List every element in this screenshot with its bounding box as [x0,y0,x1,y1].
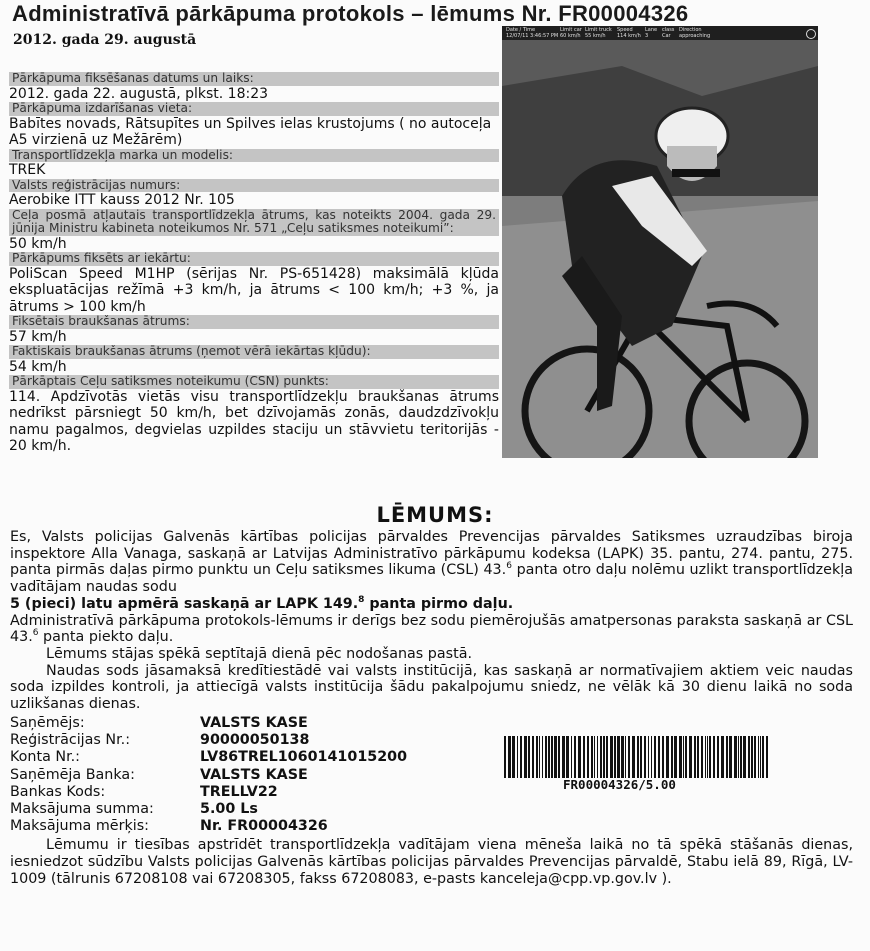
barcode-bar [644,736,646,778]
appeal-notice [10,837,853,887]
barcode-bar [621,736,624,778]
payment-label: Saņēmēja Banka: [10,766,135,783]
barcode-bar [760,736,761,778]
barcode-bar [508,736,511,778]
field-value: 2012. gada 22. augustā, plkst. 18:23 [9,85,269,102]
barcode-bar [562,736,565,778]
payment-details [10,715,407,835]
barcode-bar [726,736,728,778]
hud-speed-value: 114 km/h [617,33,641,39]
barcode-bar [528,736,530,778]
cyclist-image [502,26,818,458]
payment-value: VALSTS KASE [200,766,308,783]
payment-row [10,801,407,818]
payment-label: Reģistrācijas Nr.: [10,732,131,749]
barcode-bar [717,736,719,778]
payment-row [10,749,407,766]
barcode-bar [685,736,687,778]
barcode-bar [762,736,764,778]
payment-row [10,715,407,732]
barcode-bar [654,736,656,778]
hud-direction-value: approaching [679,33,711,39]
barcode-bar [617,736,620,778]
field-value: 114. Apdzīvotās vietās visu transportlīdzekļu braukšanas ātrums nedrīkst pārsniegt 50 km/h, bet dzīvojamās zonās, daudzdzīvokļu namu pagalmos, degvielas uzpildes staciju un stāvvietu teritorijās - 20 km/h. [9,388,499,454]
payment-row [10,767,407,784]
document-date: 2012. gada 29. augustā [13,32,197,48]
hud-class-value: Car [662,33,671,39]
barcode-bar [542,736,543,778]
barcode-bar [637,736,639,778]
speed-camera-photo [502,26,818,458]
payment-row [10,732,407,749]
barcode-bar [548,736,550,778]
barcode-bar [751,736,753,778]
barcode-bar [610,736,613,778]
payment-label: Bankas Kods: [10,783,106,800]
barcode-bar [709,736,711,778]
hud-speed-label: Speed [617,27,633,33]
barcode-bar [758,736,759,778]
barcode-bar [594,736,595,778]
barcode-bar [632,736,635,778]
barcode-bar [536,736,538,778]
payment-value: LV86TREL1060141015200 [200,749,408,766]
payment-label: Saņēmējs: [10,715,85,731]
barcode-bar [651,736,652,778]
barcode-bar [558,736,560,778]
field-value: Babītes novads, Rātsupītes un Spilves ielas krustojums ( no autoceļa A5 virzienā uz Mežārēm) [9,115,492,148]
field-value: 54 km/h [9,358,67,375]
payment-value: 5.00 Ls [200,801,258,818]
barcode-bar [606,736,608,778]
barcode-bar [689,736,692,778]
decision-text-part: 5 (pieci) latu apmērā saskaņā ar LAPK 149. [10,595,359,612]
decision-text [10,529,853,713]
barcode-bar [628,736,630,778]
barcode-bar [648,736,649,778]
barcode-bar [512,736,515,778]
field-label: Pārkāpums fiksēts ar iekārtu: [9,252,499,266]
hud-date-label: Date / Time [506,27,536,33]
violation-fields [9,72,499,455]
payment-label: Konta Nr.: [10,749,81,766]
decision-heading: LĒMUMS: [376,503,494,527]
barcode-bar [740,736,742,778]
barcode-bar [683,736,684,778]
barcode-bar [713,736,715,778]
barcode-bar [532,736,534,778]
decision-paragraph: Naudas sods jāsamaksā kredītiestādē vai valsts institūcijā, kas saskaņā ar normatīvajiem aktiem veic naudas soda izpildes kontroli, ja attiecīgā valsts institūcija šādu pakalpojumu sniedz, ne vēlāk kā 30 dienu laikā no soda uzlikšanas dienas. [10,662,853,713]
hud-direction-label: Direction [679,27,702,33]
field-value: Aerobike ITT kauss 2012 Nr. 105 [9,192,235,208]
barcode-bar [600,736,602,778]
barcode-bar [583,736,585,778]
field-value: PoliScan Speed M1HP (sērijas Nr. PS-651428) maksimālā kļūda ekspluatācijas režīmā +3 km/h, ja ātrums < 100 km/h; +3 %, ja ātrums > 100 km/h [9,265,499,315]
barcode-bar [766,736,768,778]
barcode-bar [729,736,732,778]
hud-limit-truck-value: 55 km/h [585,33,606,39]
decision-text-part: panta piekto daļu. [38,629,174,646]
barcode-bar [754,736,756,778]
camera-icon [806,29,816,39]
barcode-bar [701,736,703,778]
hud-limit-truck-label: Limit truck [585,27,612,33]
hud-limit-car-value: 60 km/h [560,33,581,39]
field-label: Pārkāptais Ceļu satiksmes noteikumu (CSN) punkts: [9,375,499,389]
barcode-bar [520,736,522,778]
barcode-bar [748,736,750,778]
barcode-bar [603,736,605,778]
barcode-bar [591,736,593,778]
barcode-bar [614,736,616,778]
barcode-bar [554,736,557,778]
barcode-bar [738,736,739,778]
document-title: Administratīvā pārkāpuma protokols – lēmums Nr. FR00004326 [12,1,689,26]
barcode-bar [539,736,540,778]
payment-value: VALSTS KASE [200,715,308,731]
decision-text-part: Administratīvā pārkāpuma protokols-lēmums ir derīgs bez sodu piemērojušās amatpersonas paraksta saskaņā ar CSL 43. [10,612,853,646]
barcode-bar [679,736,682,778]
barcode-bar [574,736,576,778]
appeal-paragraph: Lēmumu ir tiesības apstrīdēt transportlīdzekļa vadītājam viena mēneša laikā no tā spēkā stāšanās dienas, iesniedzot sūdzību Valsts policijas Galvenās kārtības policijas pārvaldes Prevencijas pārvaldē, Stabu ielā 89, Rīgā, LV-1009 (tālrunis 67208108 vai 67208305, fakss 67208083, e-pasts kanceleja@cpp.vp.gov.lv ). [10,837,853,887]
barcode-bar [662,736,664,778]
barcode-bar [707,736,708,778]
hud-lane-label: Lane [645,27,658,33]
field-label: Pārkāpuma izdarīšanas vieta: [9,102,499,116]
barcode-bar [674,736,677,778]
decision-paragraph: Lēmums stājas spēkā septītajā dienā pēc nodošanas pastā. [46,645,472,662]
decision-text-part: panta pirmo daļu. [364,595,514,612]
decision-text-part: Es, Valsts policijas Galvenās kārtības policijas pārvaldes Prevencijas pārvaldes Satiksmes uzraudzības biroja inspektore Alla Vanaga, saskaņā ar Latvijas Administratīvo pārkāpumu kodeksa (LAPK) 35. pantu, 274. pantu, 275. panta pirmās daļas pirmo punktu un Ceļu satiksmes likuma (CSL) 43. [10,529,853,579]
payment-row [10,784,407,801]
barcode-bar [743,736,746,778]
payment-label: Maksājuma mērķis: [10,818,149,835]
field-label: Valsts reģistrācijas numurs: [9,179,499,193]
barcode-bar [587,736,589,778]
payment-barcode [504,736,772,778]
payment-value: Nr. FR00004326 [200,818,328,835]
barcode-bar [597,736,598,778]
payment-label: Maksājuma summa: [10,801,154,818]
field-value: 50 km/h [9,235,67,252]
barcode-bar [524,736,527,778]
decision-text-part: panta otro daļu nolēmu uzlikt transportlīdzekļa vadītājam naudas sodu [10,562,853,596]
barcode-bar [578,736,581,778]
barcode-bar [694,736,696,778]
barcode-bar [697,736,699,778]
barcode-bar [545,736,547,778]
superscript: 6 [506,561,512,572]
barcode-bar [517,736,518,778]
barcode-bar [551,736,553,778]
field-label: Pārkāpuma fiksēšanas datums un laiks: [9,72,499,86]
barcode-bar [658,736,660,778]
barcode-bar [504,736,506,778]
field-label: Faktiskais braukšanas ātrums (ņemot vērā iekārtas kļūdu): [9,345,499,359]
superscript: 6 [32,628,39,639]
barcode-bar [734,736,737,778]
barcode-bar [640,736,642,778]
barcode-bar [566,736,569,778]
camera-hud [502,26,818,40]
decision-paragraph [10,529,853,596]
payment-row [10,818,407,835]
barcode-bar [721,736,724,778]
field-value: TREK [9,162,46,178]
fine-amount [10,596,853,613]
barcode-bar [671,736,673,778]
superscript: 8 [358,595,365,606]
hud-limit-car-label: Limit car [560,27,582,33]
payment-value: TRELLV22 [200,783,278,800]
barcode-bar [666,736,669,778]
barcode-text: FR00004326/5.00 [563,777,676,792]
field-label: Fiksētais braukšanas ātrums: [9,315,499,329]
hud-class-label: class [662,27,675,33]
field-label: Transportlīdzekļa marka un modelis: [9,149,499,163]
payment-value: 90000050138 [200,732,310,749]
barcode-bar [705,736,706,778]
field-value: 57 km/h [9,328,67,345]
hud-lane-value: 3 [645,33,649,39]
decision-paragraph [10,613,853,646]
field-label: Ceļa posmā atļautais transportlīdzekļa ātrums, kas noteikts 2004. gada 29. jūnija Ministru kabineta noteikumos Nr. 571 „Ceļu satiksmes noteikumi”: [9,209,499,236]
barcode-bar [571,736,572,778]
barcode-bar [625,736,626,778]
hud-date-value: 12/07/11 3:46:57 PM [506,33,559,39]
